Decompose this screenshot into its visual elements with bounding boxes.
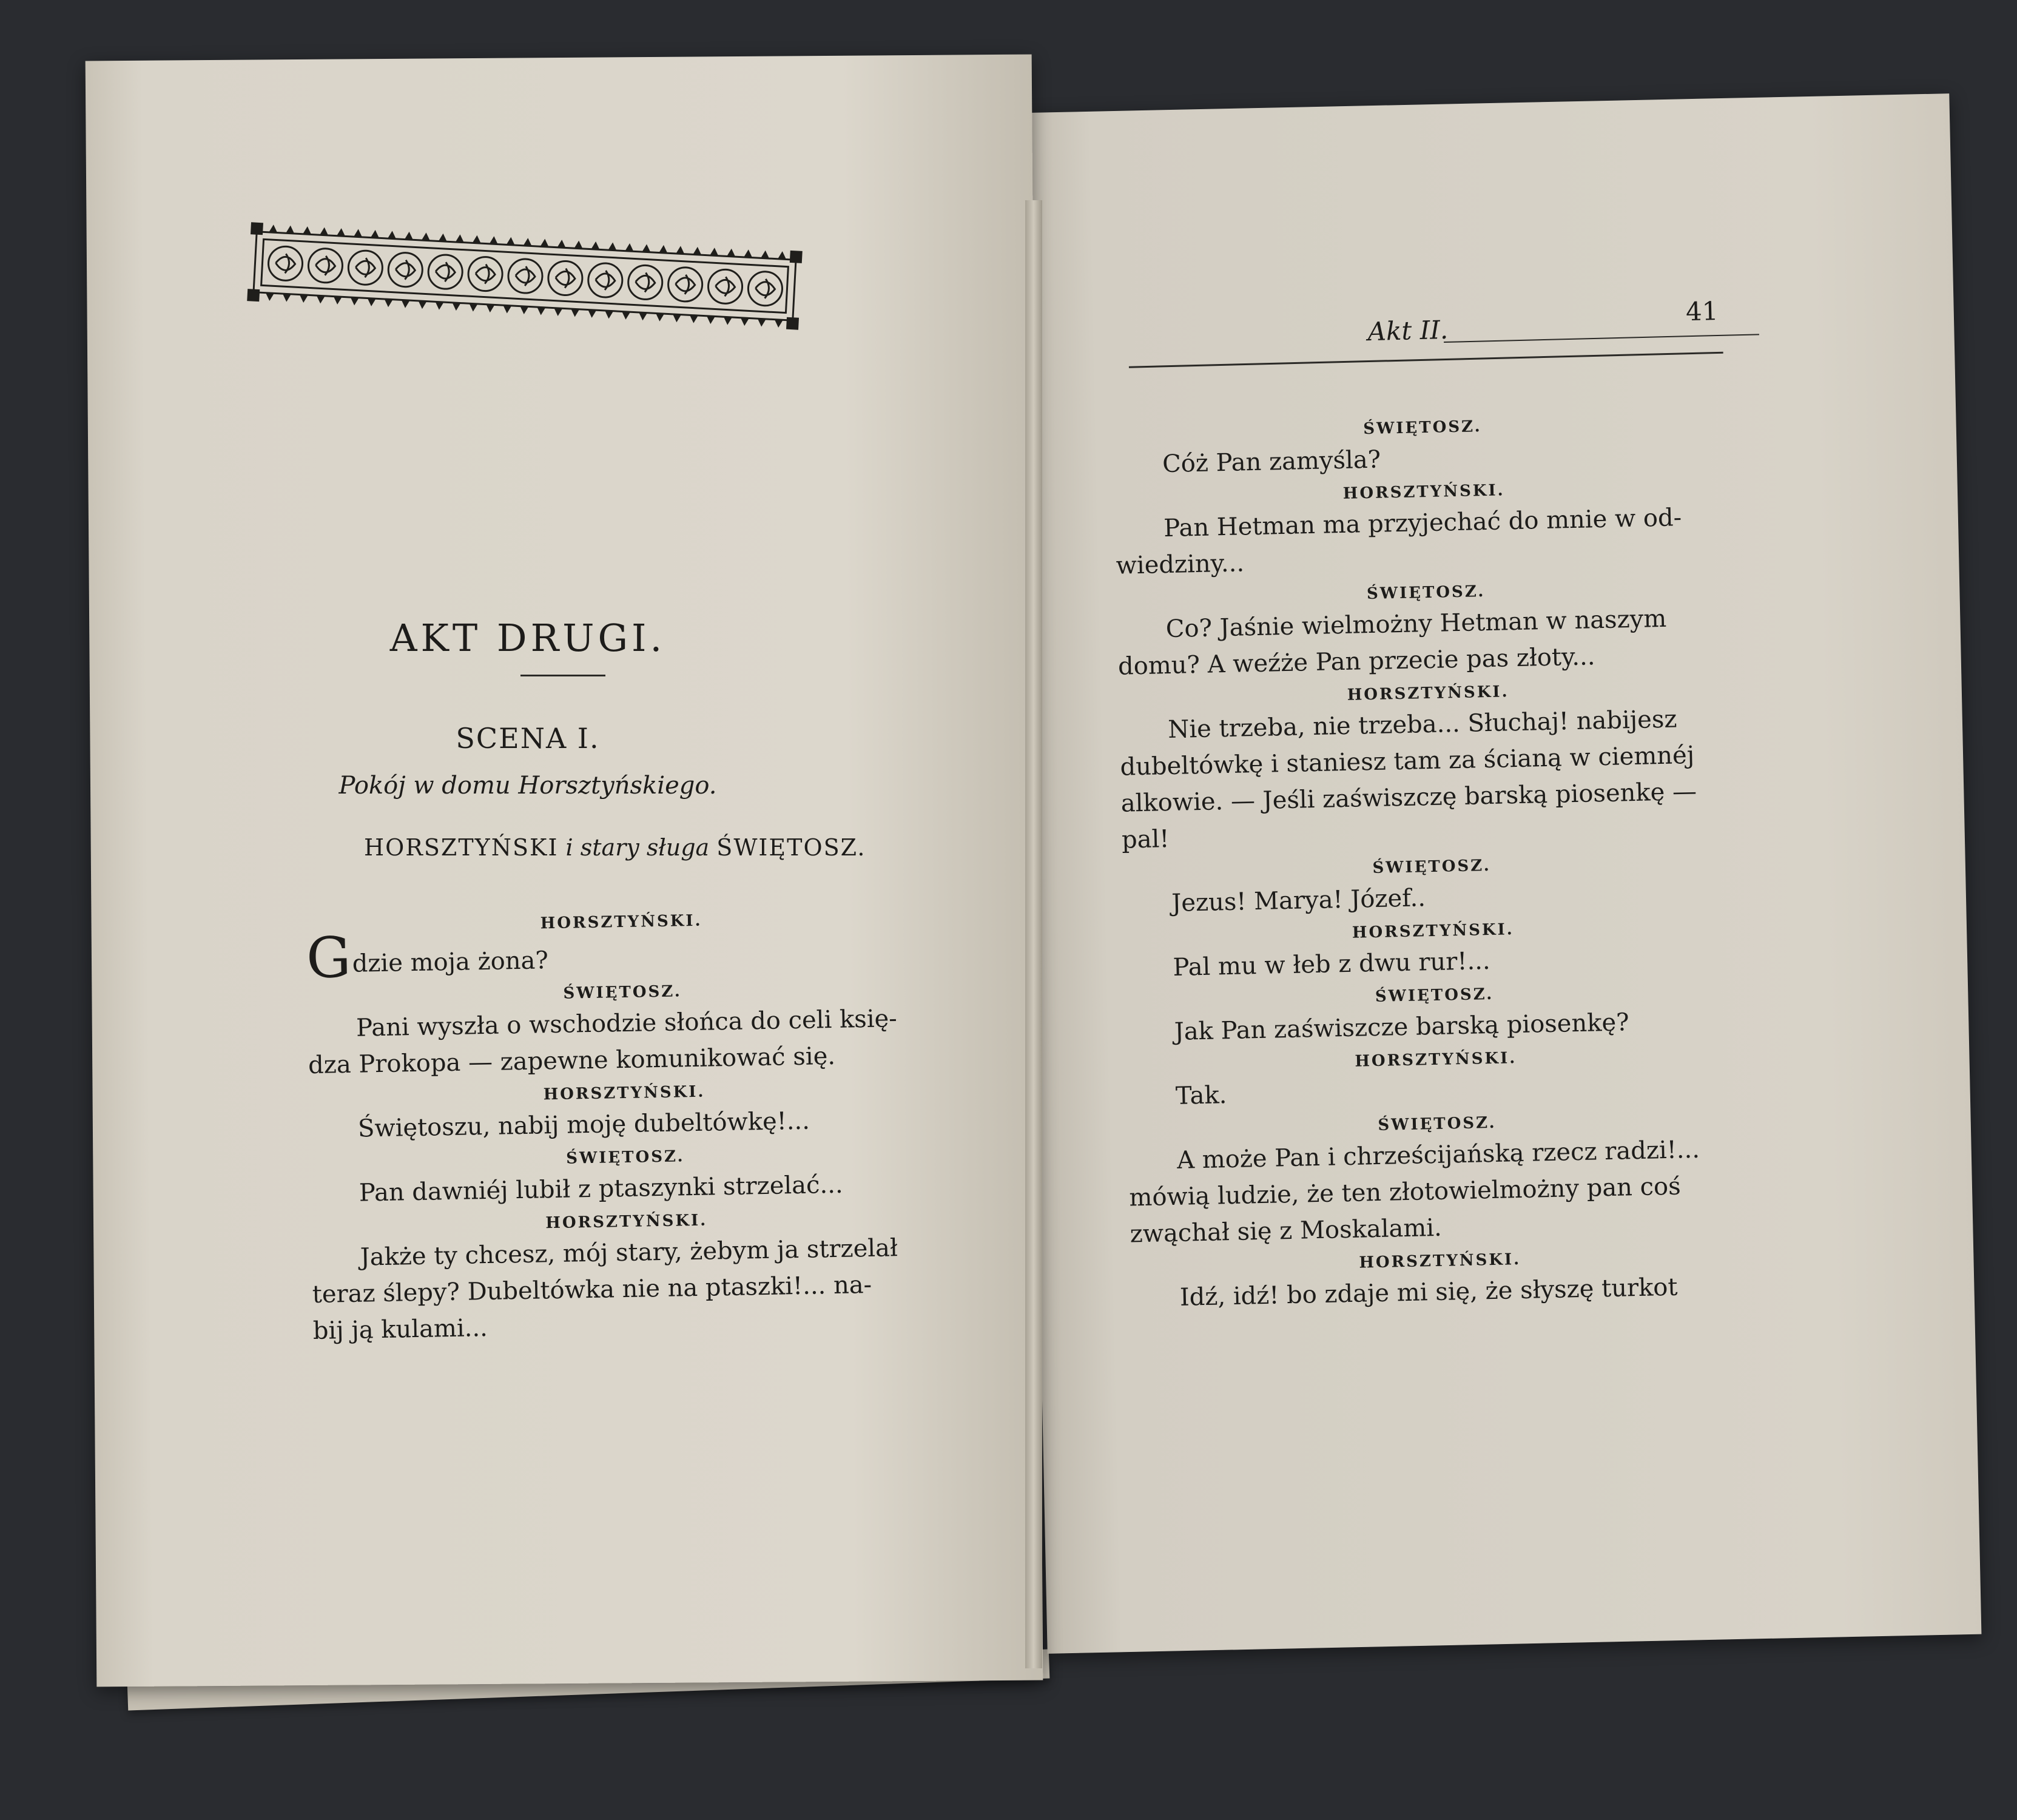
speaker-label: HORSZTYŃSKI. [1359, 1250, 1521, 1272]
running-head-rule [1129, 352, 1723, 368]
ornament-tooth [608, 242, 617, 251]
dialogue-line: bij ją kulami... [312, 1314, 488, 1346]
ornament-swirl [755, 278, 776, 299]
dialogue-line: mówią ludzie, że ten złotowielmożny pan coś [1129, 1172, 1682, 1212]
dialogue-line: Tak. [1175, 1081, 1227, 1110]
ornament-tooth [337, 228, 346, 237]
act-title: AKT DRUGI. [389, 616, 666, 660]
ornament-tooth [384, 299, 393, 308]
ornament-tooth [401, 300, 410, 308]
ornament-tooth [740, 318, 749, 326]
ornament-tooth [503, 305, 512, 314]
speaker-label: HORSZTYŃSKI. [1342, 481, 1505, 503]
ornament-tooth [282, 294, 291, 302]
dialogue-line: Jezus! Marya! Józef.. [1171, 884, 1426, 917]
ornament-tooth [524, 238, 533, 246]
speaker-label: HORSZTYŃSKI. [1355, 1049, 1517, 1071]
ornament-swirl [635, 272, 656, 293]
ornament-tooth [439, 233, 448, 241]
ornament-tooth [507, 237, 516, 245]
ornament-tooth [672, 314, 681, 323]
speaker-label: ŚWIĘTOSZ. [1372, 856, 1492, 878]
ornament-tooth [269, 224, 278, 233]
ornament-tooth [469, 303, 478, 312]
speaker-label: ŚWIĘTOSZ. [1366, 582, 1486, 604]
ornament-tooth [452, 303, 461, 311]
dialogue-line: Nie trzeba, nie trzeba... Słuchaj! nabijesz [1167, 705, 1677, 744]
ornament-tooth [605, 311, 614, 319]
speaker-label: HORSZTYŃSKI. [545, 1211, 708, 1233]
ornament-rosette [627, 265, 663, 300]
ornament-tooth [655, 313, 664, 322]
cast-connector: i stary sługa [565, 834, 710, 861]
ornament-tooth [486, 305, 495, 313]
running-head [1128, 295, 1719, 383]
ornament-tooth [418, 301, 427, 309]
speaker-label: HORSZTYŃSKI. [1347, 682, 1509, 704]
dialogue-line: pal! [1121, 825, 1170, 854]
dialogue-line: Jakże ty chcesz, mój stary, żebym ja strzelał [360, 1234, 898, 1272]
ornament-swirl [395, 260, 416, 280]
ornament-swirl [675, 274, 696, 295]
dialogue-line: Pan dawniéj lubił z ptaszynki strzelać... [359, 1170, 843, 1207]
ornament-tooth [473, 235, 482, 243]
ornament-tooth [778, 251, 787, 260]
ornament-tooth [371, 230, 380, 238]
ornament-rosette [547, 260, 583, 296]
running-title: Akt II. [1367, 314, 1449, 347]
ornament-rosette [667, 266, 703, 302]
dialogue-line: Świętoszu, nabij moję dubeltówkę!... [357, 1107, 810, 1143]
ornament-swirl [475, 264, 496, 285]
cast-name-swietosz: ŚWIĘTOSZ. [716, 834, 866, 861]
speaker-label: ŚWIĘTOSZ. [1363, 417, 1482, 439]
speaker-label: HORSZTYŃSKI. [540, 911, 702, 933]
ornament-tooth [659, 245, 668, 254]
dialogue-line: zwąchał się z Moskalami. [1130, 1213, 1443, 1249]
ornament-rosette [348, 250, 383, 286]
dialogue-line: Idź, idź! bo zdaje mi się, że słyszę turkot [1179, 1273, 1678, 1312]
ornament-tooth [422, 232, 431, 241]
ornament-tooth [316, 295, 325, 304]
speaker-label: ŚWIĘTOSZ. [563, 982, 682, 1003]
ornament-tooth [757, 318, 766, 327]
ornament-rosette [468, 256, 503, 292]
ornament-tooth [333, 297, 342, 305]
scene-setting: Pokój w domu Horsztyńskiego. [338, 772, 717, 800]
ornament-tooth [354, 229, 363, 237]
dialogue-line: dza Prokopa — zapewne komunikować się. [308, 1042, 836, 1080]
dialogue-line: Pani wyszła o wschodzie słońca do celi księ- [355, 1005, 898, 1042]
ornament-tooth [727, 248, 736, 257]
ornament-tooth [520, 306, 529, 315]
book-spine [1025, 200, 1042, 1668]
ornament-tooth [744, 249, 753, 258]
ornament-swirl [435, 261, 456, 282]
ornament-tooth [571, 309, 580, 317]
dialogue-line: alkowie. — Jeśli zaświszczę barską piosenkę — [1120, 777, 1697, 818]
ornament-tooth [557, 240, 567, 248]
drop-cap: G [306, 925, 352, 991]
ornament-tooth [303, 226, 312, 235]
ornament-swirl [555, 268, 576, 289]
ornament-rosette [508, 258, 544, 294]
ornament-rosette [308, 248, 343, 283]
ornament-tooth [625, 243, 634, 252]
ornament-swirl [515, 266, 536, 286]
ornament-tooth [676, 246, 685, 254]
ornament-rosette [587, 263, 623, 298]
dialogue-line: A może Pan i chrześcijańską rzecz radzi!... [1176, 1135, 1700, 1175]
ornament-swirl [275, 254, 296, 274]
scene-title: SCENA I. [456, 722, 600, 755]
ornament-tooth [574, 240, 584, 249]
ornament-tooth [286, 225, 295, 234]
ornament-tooth [537, 307, 546, 315]
dialogue-line: Cóż Pan zamyśla? [1162, 445, 1381, 479]
ornament-swirl [595, 270, 616, 291]
dialogue-line: dubeltówkę i staniesz tam za ścianą w ciemnéj [1120, 741, 1695, 781]
ornament-tooth [693, 246, 702, 255]
dialogue-line: Jak Pan zaświszcze barską piosenkę? [1174, 1008, 1630, 1046]
dialogue-line: domu? A weźże Pan przecie pas złoty... [1117, 642, 1595, 681]
ornament-tooth [642, 244, 651, 252]
ornament-rosette [707, 269, 743, 305]
ornament-tooth [265, 293, 274, 302]
ornament-tooth [540, 238, 550, 247]
ornament-tooth [554, 308, 563, 317]
ornament-tooth [689, 315, 698, 323]
ornament-rosette [268, 246, 303, 281]
speaker-label: HORSZTYŃSKI. [1352, 920, 1515, 942]
ornament-tooth [710, 248, 719, 256]
speaker-label: ŚWIĘTOSZ. [1375, 985, 1494, 1006]
ornament-swirl [315, 255, 336, 276]
dialogue-line: Pal mu w łeb z dwu rur!... [1173, 947, 1491, 982]
ornament-tooth [774, 320, 783, 328]
ornament-tooth [320, 227, 329, 235]
ornament-tooth [350, 297, 359, 306]
dialogue-line: Co? Jaśnie wielmożny Hetman w naszym [1165, 604, 1667, 644]
dialogue-line: Gdzie moja żona? [306, 925, 549, 991]
ornament-rosette [747, 271, 783, 306]
dialogue-line: Pan Hetman ma przyjechać do mnie w od- [1163, 504, 1682, 543]
cast-name-horsztynski: HORSZTYŃSKI [364, 834, 559, 861]
dialogue-line: wiedziny... [1116, 549, 1245, 580]
ornament-tooth [591, 241, 600, 250]
ornament-rosette [428, 254, 463, 290]
speaker-label: ŚWIĘTOSZ. [1378, 1113, 1497, 1134]
ornament-tooth [723, 317, 732, 325]
speaker-label: HORSZTYŃSKI. [543, 1082, 705, 1104]
ornament-tooth [621, 311, 630, 320]
left-page-dialogue [306, 902, 944, 1349]
ornament-rosette [388, 252, 423, 288]
ornament-tooth [761, 250, 770, 258]
ornament-tooth [588, 310, 597, 318]
cast-line [364, 834, 971, 861]
ornament-tooth [367, 298, 376, 306]
ornament-tooth [638, 312, 647, 321]
ornament-tooth [490, 236, 499, 244]
ornament-tooth [388, 231, 397, 239]
ornament-swirl [355, 257, 376, 278]
ornament-tooth [435, 302, 444, 310]
dialogue-line: teraz ślepy? Dubeltówka nie na ptaszki!... na- [312, 1270, 872, 1309]
ornament-tooth [706, 316, 715, 325]
title-rule [520, 675, 605, 676]
speaker-label: ŚWIĘTOSZ. [566, 1147, 685, 1168]
ornament-swirl [715, 277, 736, 297]
right-page-dialogue [1113, 406, 1751, 1316]
ornament-tooth [405, 232, 414, 240]
ornament-tooth [299, 295, 308, 303]
ornament-tooth [456, 234, 465, 243]
page-number: 41 [1685, 295, 1719, 327]
